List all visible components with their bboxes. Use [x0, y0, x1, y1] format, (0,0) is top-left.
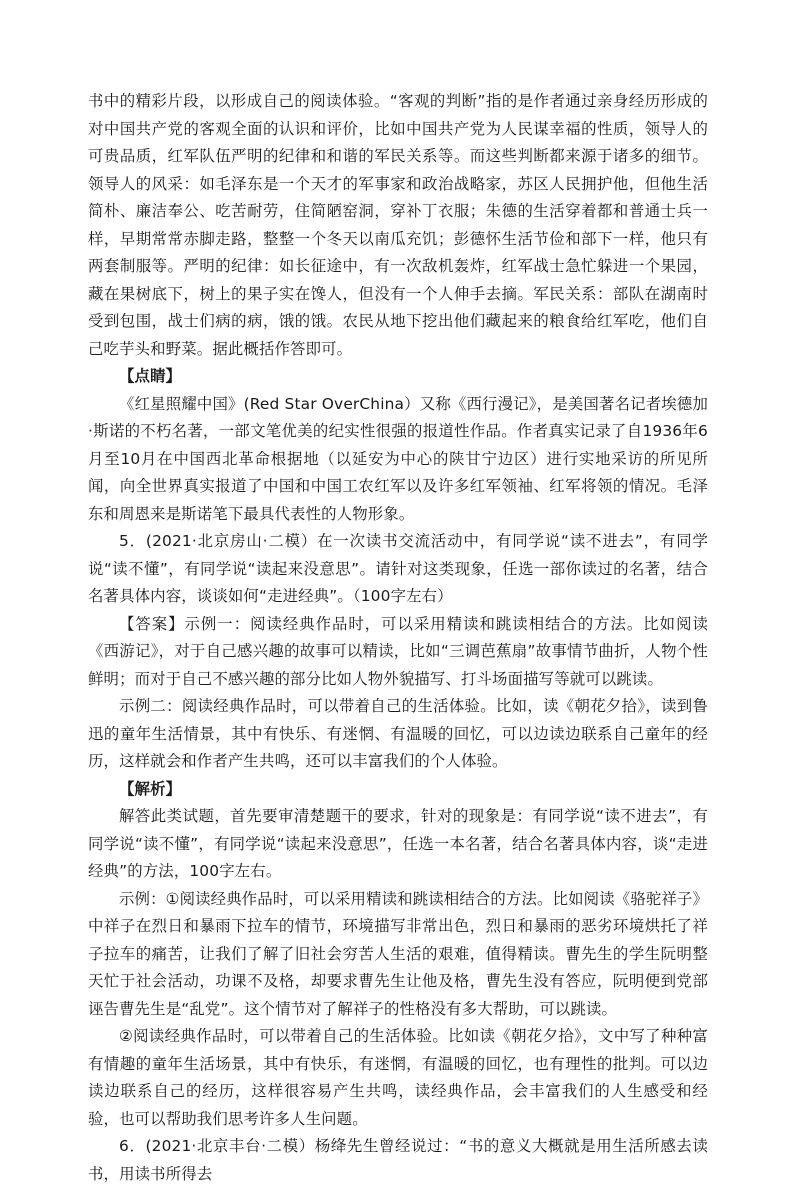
section-label-jiexi: 【解析】: [119, 779, 182, 798]
paragraph-analysis-continued: 书中的精彩片段，以形成自己的阅读体验。“客观的判断”指的是作者通过亲身经历形成的对中国共产党的客观全面的认识和评价，比如中国共产党为人民谋幸福的性质，领导人的可贵品质，红军队伍严明的纪律和和谐的军民关系等。而这些判断都来源于诸多的细节。领导人的风采：如毛泽东是一个天才的军事家和政治战略家，苏区人民拥护他，但他生活简朴、廉洁奉公、吃苦耐劳，住简陋窑洞，穿补丁衣服；朱德的生活穿着都和普通士兵一样，早期常常赤脚走路，整整一个冬天以南瓜充饥；彭德怀生活节俭和部下一样，他只有两套制服等。严明的纪律：如长征途中，有一次敌机轰炸，红军战士急忙躲进一个果园，藏在果树底下，树上的果子实在馋人，但没有一个人伸手去摘。军民关系：部队在湖南时受到包围，战士们病的病，饿的饿。农民从地下挖出他们藏起来的粮食给红军吃，他们自己吃芋头和野菜。据此概括作答即可。: [88, 92, 708, 358]
paragraph-analysis-intro: 解答此类试题，首先要审清楚题干的要求，针对的现象是：有同学说“读不进去”，有同学说“读不懂”，有同学说“读起来没意思”，任选一本名著，结合名著具体内容，谈“走进经典”的方法，100字左右。: [88, 807, 708, 880]
paragraph-analysis-example-2: ②阅读经典作品时，可以带着自己的生活体验。比如读《朝花夕拾》，文中写了种种富有情趣的童年生活场景，其中有快乐，有迷惘，有温暖的回忆，也有理性的批判。可以边读边联系自己的经历，这样很容易产生共鸣，读经典作品，会丰富我们的人生感受和经验，也可以帮助我们思考许多人生问题。: [88, 1027, 708, 1128]
answer-example-1: 【答案】示例一：阅读经典作品时，可以采用精读和跳读相结合的方法。比如阅读《西游记》，对于自己感兴趣的故事可以精读，比如“三调芭蕉扇”故事情节曲折，人物个性鲜明；而对于自己不感兴趣的部分比如人物外貌描写、打斗场面描写等就可以跳读。: [88, 614, 708, 688]
question-6: 6．(2021·北京丰台·二模）杨绛先生曾经说过：“书的意义大概就是用生活所感去读书，用读书所得去: [88, 1137, 708, 1183]
section-label-dianjing: 【点睛】: [119, 367, 182, 385]
answer-example-2: 示例二：阅读经典作品时，可以带着自己的生活体验。比如，读《朝花夕拾》，读到鲁迅的童年生活情景，其中有快乐、有迷惘、有温暖的回忆，可以边读边联系自己童年的经历，这样就会和作者产生共鸣，还可以丰富我们的个人体验。: [88, 697, 708, 770]
document-page: [88, 88, 708, 1188]
question-5: 5．(2021·北京房山·二模）在一次读书交流活动中，有同学说“读不进去”，有同学说“读不懂”，有同学说“读起来没意思”。请针对这类现象，任选一部你读过的名著，结合名著具体内容，谈谈如何“走进经典”。（100字左右）: [88, 532, 708, 605]
paragraph-book-introduction: 《红星照耀中国》(Red Star OverChina）又称《西行漫记》，是美国著名记者埃德加·斯诺的不朽名著，一部文笔优美的纪实性很强的报道性作品。作者真实记录了自1936年6月至10月在中国西北革命根据地（以延安为中心的陕甘宁边区）进行实地采访的所见所闻，向全世界真实报道了中国和中国工农红军以及许多红军领袖、红军将领的情况。毛泽东和周恩来是斯诺笔下最具代表性的人物形象。: [88, 394, 708, 523]
paragraph-analysis-example-1: 示例：①阅读经典作品时，可以采用精读和跳读相结合的方法。比如阅读《骆驼祥子》中祥子在烈日和暴雨下拉车的情节，环境描写非常出色，烈日和暴雨的恶劣环境烘托了祥子拉车的痛苦，让我们了解了旧社会穷苦人生活的艰难，值得精读。曹先生的学生阮明整天忙于社会活动，功课不及格，却要求曹先生让他及格，曹先生没有答应，阮明便到党部诬告曹先生是“乱党”。这个情节对了解祥子的性格没有多大帮助，可以跳读。: [88, 889, 708, 1018]
